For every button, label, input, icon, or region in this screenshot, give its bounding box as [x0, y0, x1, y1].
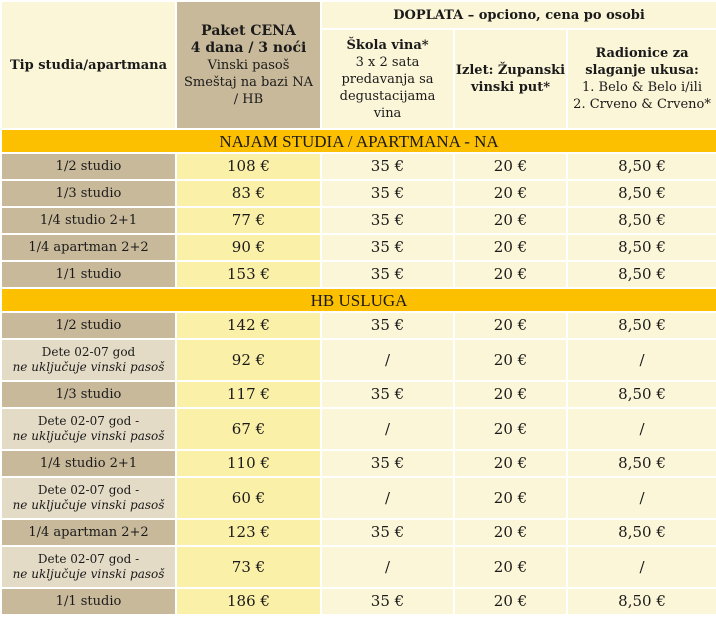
wine-school-line4: vina	[373, 105, 402, 121]
row-excursion: 20 €	[455, 340, 566, 380]
row-type-child	[2, 409, 175, 449]
row-school: 35 €	[322, 154, 453, 179]
row-workshop: /	[568, 340, 716, 380]
table-row	[2, 478, 716, 518]
row-workshop: 8,50 €	[568, 589, 716, 614]
row-excursion: 20 €	[455, 478, 566, 518]
row-workshop: 8,50 €	[568, 451, 716, 476]
row-type-note: ne uključuje vinski pasoš	[12, 429, 165, 443]
row-type-label: Dete 02-07 god	[41, 345, 136, 359]
row-price: 117 €	[177, 382, 320, 407]
row-type-label: Dete 02-07 god -	[37, 414, 140, 428]
row-price: 83 €	[177, 181, 320, 206]
package-line1: Vinski pasoš	[207, 57, 290, 73]
row-school: 35 €	[322, 382, 453, 407]
row-excursion: 20 €	[455, 547, 566, 587]
row-type-child	[2, 478, 175, 518]
workshop-line1: Radionice za	[595, 46, 689, 61]
row-price: 67 €	[177, 409, 320, 449]
row-excursion: 20 €	[455, 262, 566, 287]
row-school: 35 €	[322, 451, 453, 476]
row-type: 1/4 studio 2+1	[2, 208, 175, 233]
section-hb: HB USLUGA	[2, 289, 716, 311]
row-type: 1/4 studio 2+1	[2, 451, 175, 476]
table-row	[2, 547, 716, 587]
table-row	[2, 409, 716, 449]
excursion-line2: vinski put*	[470, 80, 551, 95]
header-wine-school	[322, 30, 453, 128]
row-price: 108 €	[177, 154, 320, 179]
row-workshop: 8,50 €	[568, 520, 716, 545]
table-row	[2, 451, 716, 476]
row-price: 92 €	[177, 340, 320, 380]
header-type: Tip studia/apartmana	[2, 2, 175, 128]
row-workshop: 8,50 €	[568, 313, 716, 338]
row-workshop: 8,50 €	[568, 262, 716, 287]
table-row	[2, 181, 716, 206]
row-excursion: 20 €	[455, 235, 566, 260]
header-excursion	[455, 30, 566, 128]
doplata-bold: DOPLATA	[393, 7, 464, 23]
row-school: 35 €	[322, 262, 453, 287]
row-school: /	[322, 478, 453, 518]
workshop-line2: slaganje ukusa:	[585, 63, 699, 78]
row-type-child	[2, 547, 175, 587]
row-school: 35 €	[322, 589, 453, 614]
row-type-label: Dete 02-07 god -	[37, 552, 140, 566]
row-school: /	[322, 547, 453, 587]
row-type: 1/4 apartman 2+2	[2, 235, 175, 260]
row-workshop: 8,50 €	[568, 208, 716, 233]
doplata-rest: – opciono, cena po osobi	[463, 7, 645, 23]
row-excursion: 20 €	[455, 589, 566, 614]
row-excursion: 20 €	[455, 520, 566, 545]
row-type: 1/3 studio	[2, 382, 175, 407]
row-type-note: ne uključuje vinski pasoš	[12, 567, 165, 581]
row-price: 60 €	[177, 478, 320, 518]
row-excursion: 20 €	[455, 382, 566, 407]
workshop-line3: 1. Belo & Belo i/ili	[582, 80, 702, 95]
row-price: 110 €	[177, 451, 320, 476]
row-school: 35 €	[322, 208, 453, 233]
table-row	[2, 262, 716, 287]
row-excursion: 20 €	[455, 154, 566, 179]
row-type-note: ne uključuje vinski pasoš	[12, 360, 165, 374]
row-school: 35 €	[322, 181, 453, 206]
row-excursion: 20 €	[455, 208, 566, 233]
row-workshop: /	[568, 409, 716, 449]
row-type: 1/1 studio	[2, 262, 175, 287]
package-line2: Smeštaj na bazi NA	[184, 74, 313, 90]
row-workshop: /	[568, 547, 716, 587]
row-price: 123 €	[177, 520, 320, 545]
row-price: 77 €	[177, 208, 320, 233]
row-type: 1/3 studio	[2, 181, 175, 206]
row-workshop: 8,50 €	[568, 235, 716, 260]
row-price: 186 €	[177, 589, 320, 614]
row-workshop: 8,50 €	[568, 181, 716, 206]
table-row	[2, 154, 716, 179]
excursion-line1: Izlet: Županski	[455, 63, 566, 78]
row-school: /	[322, 340, 453, 380]
row-school: 35 €	[322, 235, 453, 260]
row-price: 90 €	[177, 235, 320, 260]
row-type: 1/2 studio	[2, 154, 175, 179]
package-title: Paket CENA	[201, 22, 296, 39]
header-doplata	[322, 2, 716, 28]
table-row	[2, 208, 716, 233]
row-price: 153 €	[177, 262, 320, 287]
row-school: 35 €	[322, 313, 453, 338]
row-workshop: 8,50 €	[568, 382, 716, 407]
row-excursion: 20 €	[455, 409, 566, 449]
table-row	[2, 520, 716, 545]
row-price: 73 €	[177, 547, 320, 587]
table-row	[2, 589, 716, 614]
row-excursion: 20 €	[455, 313, 566, 338]
package-line3: / HB	[233, 91, 264, 107]
row-type: 1/4 apartman 2+2	[2, 520, 175, 545]
wine-school-line2: predavanja sa	[341, 71, 434, 87]
row-school: 35 €	[322, 520, 453, 545]
section-najam: NAJAM STUDIA / APARTMANA - NA	[2, 130, 716, 152]
row-price: 142 €	[177, 313, 320, 338]
row-excursion: 20 €	[455, 451, 566, 476]
table-row	[2, 235, 716, 260]
row-workshop: 8,50 €	[568, 154, 716, 179]
table-row	[2, 382, 716, 407]
row-workshop: /	[568, 478, 716, 518]
wine-school-line3: degustacijama	[339, 88, 436, 104]
header-package	[177, 2, 320, 128]
wine-school-line1: 3 x 2 sata	[355, 54, 420, 70]
row-excursion: 20 €	[455, 181, 566, 206]
header-workshop	[568, 30, 716, 128]
workshop-line4: 2. Crveno & Crveno*	[573, 97, 711, 112]
row-type: 1/1 studio	[2, 589, 175, 614]
table-row	[2, 313, 716, 338]
package-duration: 4 dana / 3 noći	[190, 39, 307, 56]
wine-school-title: Škola vina*	[346, 37, 429, 53]
row-type-child	[2, 340, 175, 380]
table-row	[2, 340, 716, 380]
row-school: /	[322, 409, 453, 449]
row-type: 1/2 studio	[2, 313, 175, 338]
row-type-note: ne uključuje vinski pasoš	[12, 498, 165, 512]
row-type-label: Dete 02-07 god -	[37, 483, 140, 497]
